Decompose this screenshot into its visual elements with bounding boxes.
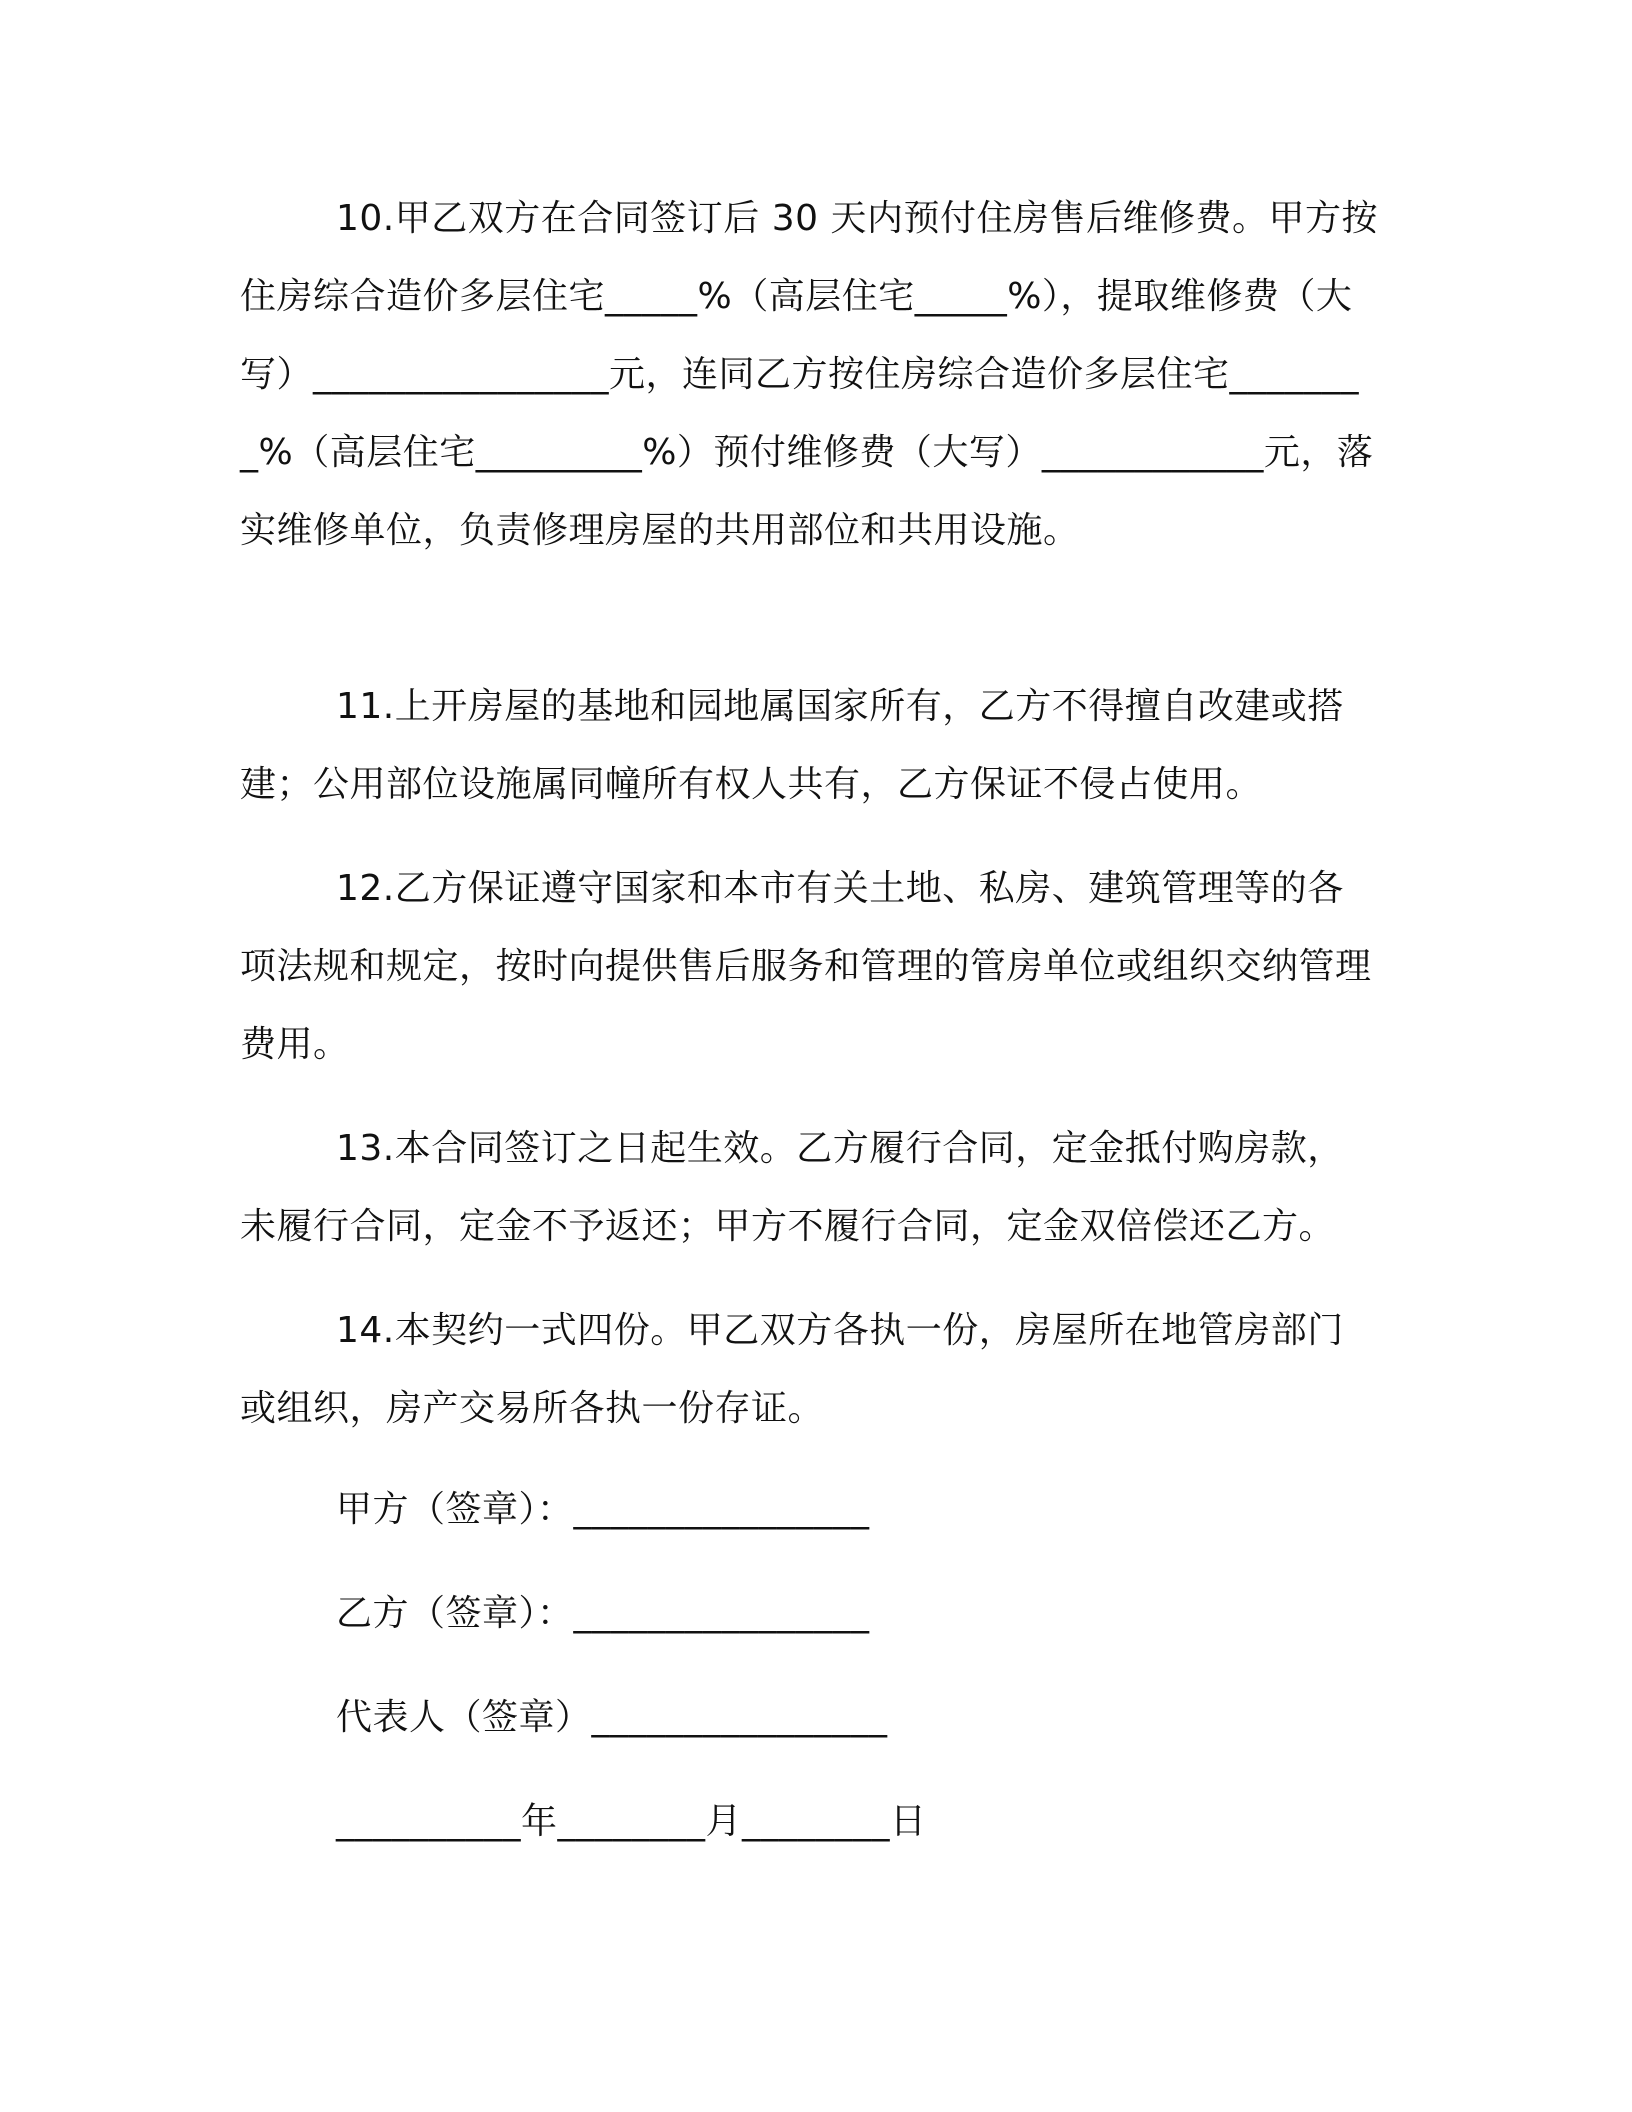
clause-10: 10.甲乙双方在合同签订后 30 天内预付住房售后维修费。甲方按住房综合造价多层住宅_____%（高层住宅_____%），提取维修费（大写）________________元，连同乙方按住房综合造价多层住宅________%（高层住宅_________%）预付维修费（大写）____________元，落实维修单位，负责修理房屋的共用部位和共用设施。 [240, 198, 1378, 551]
clause-13: 13.本合同签订之日起生效。乙方履行合同，定金抵付购房款，未履行合同，定金不予返还；甲方不履行合同，定金双倍偿还乙方。 [240, 1128, 1344, 1247]
representative-signature-line: 代表人（签章）________________ [336, 1697, 888, 1738]
clause-12: 12.乙方保证遵守国家和本市有关土地、私房、建筑管理等的各项法规和规定，按时向提供售后服务和管理的管房单位或组织交纳管理费用。 [240, 868, 1372, 1065]
party-b-signature-line: 乙方（签章）：________________ [336, 1593, 870, 1634]
document-page [240, 0, 1380, 2112]
clause-14: 14.本契约一式四份。甲乙双方各执一份，房屋所在地管房部门或组织，房产交易所各执一份存证。 [240, 1310, 1344, 1429]
signing-date-line: __________年________月________日 [336, 1801, 927, 1842]
party-a-signature-line: 甲方（签章）：________________ [336, 1489, 870, 1530]
clause-11: 11.上开房屋的基地和园地属国家所有，乙方不得擅自改建或搭建；公用部位设施属同幢所有权人共有，乙方保证不侵占使用。 [240, 686, 1344, 805]
